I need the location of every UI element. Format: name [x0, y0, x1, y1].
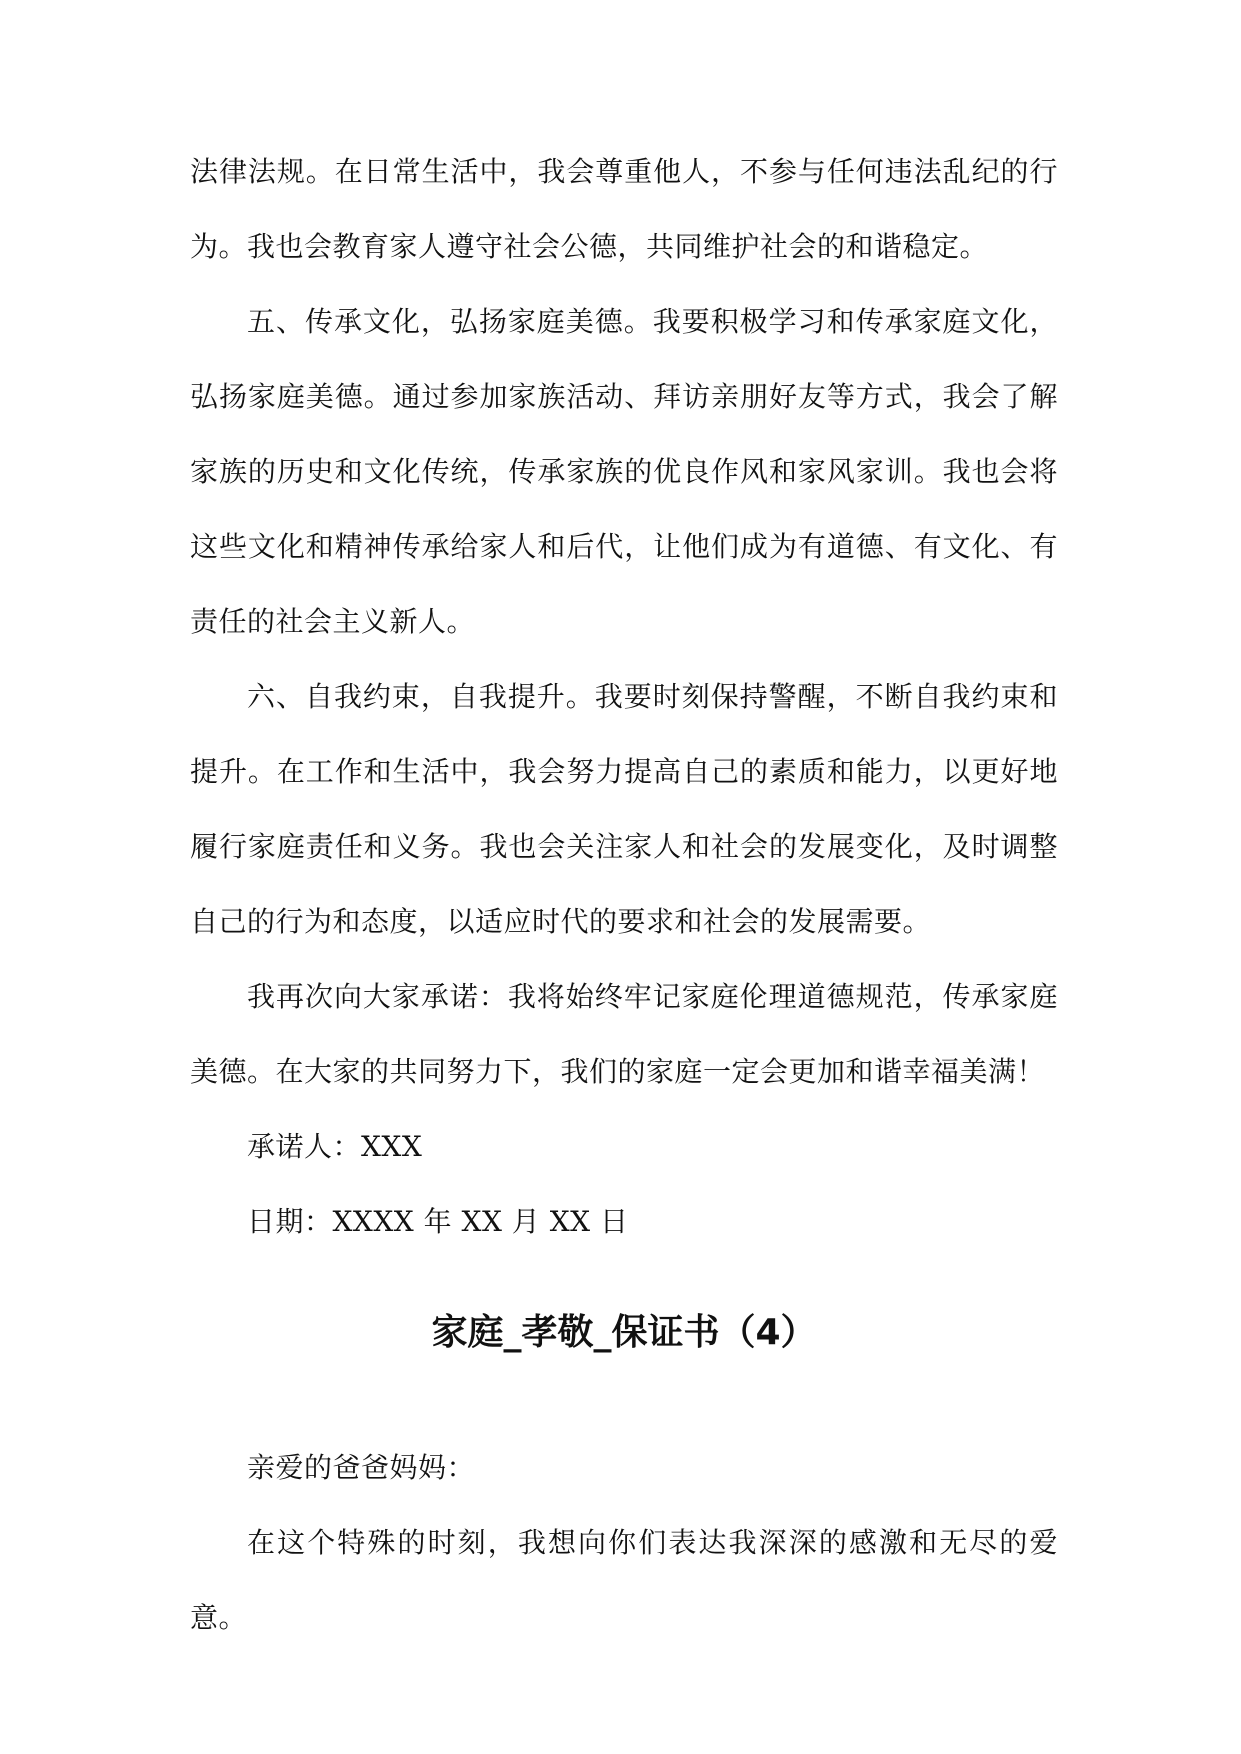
section-heading: 家庭_孝敬_保证书（4） [431, 1312, 817, 1353]
paragraph-promise: 我再次向大家承诺：我将始终牢记家庭伦理道德规范，传承家庭美德。在大家的共同努力下，我们的家庭一定会更加和谐幸福美满！ [190, 980, 1058, 1088]
document-body [190, 134, 1058, 1259]
paragraph-law: 法律法规。在日常生活中，我会尊重他人，不参与任何违法乱纪的行为。我也会教育家人遵守社会公德，共同维护社会的和谐稳定。 [190, 155, 1058, 263]
letter-salutation: 亲爱的爸爸妈妈： [247, 1451, 476, 1484]
letter-body [190, 1430, 1058, 1655]
signature-line: 承诺人：XXX [247, 1130, 423, 1163]
letter-opening: 在这个特殊的时刻，我想向你们表达我深深的感激和无尽的爱意。 [190, 1526, 1058, 1634]
date-line: 日期：XXXX 年 XX 月 XX 日 [247, 1205, 629, 1238]
paragraph-culture: 五、传承文化，弘扬家庭美德。我要积极学习和传承家庭文化，弘扬家庭美德。通过参加家族活动、拜访亲朋好友等方式，我会了解家族的历史和文化传统，传承家族的优良作风和家风家训。我也会将这些文化和精神传承给家人和后代，让他们成为有道德、有文化、有责任的社会主义新人。 [190, 305, 1058, 638]
paragraph-self-discipline: 六、自我约束，自我提升。我要时刻保持警醒，不断自我约束和提升。在工作和生活中，我会努力提高自己的素质和能力，以更好地履行家庭责任和义务。我也会关注家人和社会的发展变化，及时调整自己的行为和态度，以适应时代的要求和社会的发展需要。 [190, 680, 1058, 938]
